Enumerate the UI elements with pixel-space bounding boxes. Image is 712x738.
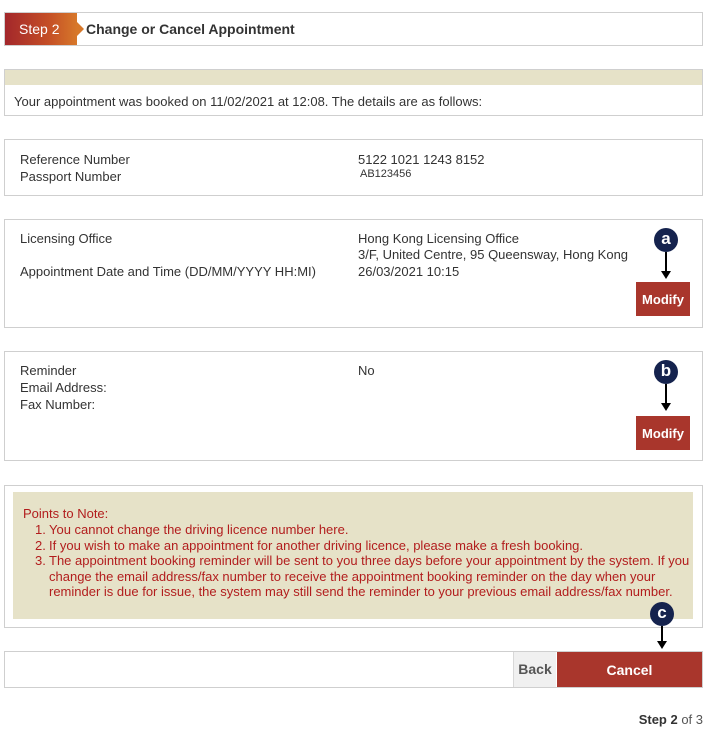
step-progress-current: Step 2 xyxy=(638,712,678,727)
arrow-head-icon xyxy=(661,403,671,411)
notes-panel xyxy=(4,485,703,628)
reminder-label: Reminder xyxy=(20,363,77,378)
step-progress-total: of 3 xyxy=(677,712,703,727)
arrow-down-icon xyxy=(665,252,667,272)
list-item xyxy=(35,553,695,600)
reference-number-label: Reference Number xyxy=(20,152,130,167)
licensing-office-name: Hong Kong Licensing Office xyxy=(358,231,519,246)
notes-title: Points to Note: xyxy=(23,506,109,521)
back-button[interactable]: Back xyxy=(513,652,556,687)
list-number: 2. xyxy=(35,537,46,553)
fax-number-label: Fax Number: xyxy=(20,397,96,412)
step-indicator: Step 2 xyxy=(5,13,77,45)
reminder-value: No xyxy=(358,363,375,378)
appointment-datetime-label: Appointment Date and Time (DD/MM/YYYY HH:MI) xyxy=(20,264,316,279)
reference-panel xyxy=(4,139,703,196)
reference-number-value: 5122 1021 1243 8152 xyxy=(358,152,485,167)
step-header xyxy=(4,12,703,46)
list-item xyxy=(35,538,695,554)
modify-reminder-button[interactable]: Modify xyxy=(636,416,690,450)
note-text: You cannot change the driving licence number here. xyxy=(49,522,349,537)
licensing-office-label: Licensing Office xyxy=(20,231,113,246)
arrow-down-icon xyxy=(665,384,667,404)
notes-box xyxy=(13,492,693,619)
step-arrow-icon xyxy=(77,22,84,36)
annotation-marker-a: a xyxy=(654,228,678,252)
passport-number-value: AB123456 xyxy=(360,168,412,180)
modify-appointment-button[interactable]: Modify xyxy=(636,282,690,316)
step-progress xyxy=(639,712,703,727)
appointment-details-panel xyxy=(4,219,703,328)
list-number: 3. xyxy=(35,553,46,568)
list-item xyxy=(35,522,695,538)
email-address-label: Email Address: xyxy=(20,380,107,395)
notes-list xyxy=(35,522,695,600)
passport-number-label: Passport Number xyxy=(20,169,122,184)
booking-info-text: Your appointment was booked on 11/02/2021 at 12:08. The details are as follows: xyxy=(14,94,483,109)
annotation-marker-c: c xyxy=(650,602,674,626)
annotation-marker-b: b xyxy=(654,360,678,384)
arrow-down-icon xyxy=(661,626,663,642)
action-bar xyxy=(4,651,703,713)
appointment-datetime-value: 26/03/2021 10:15 xyxy=(358,264,460,279)
note-text: If you wish to make an appointment for another driving licence, please make a fresh booking. xyxy=(49,537,584,553)
info-band-header xyxy=(5,70,702,85)
cancel-appointment-button[interactable]: Cancel Appointment xyxy=(557,652,702,687)
list-number: 1. xyxy=(35,522,46,537)
booking-info-panel xyxy=(4,69,703,116)
arrow-head-icon xyxy=(661,271,671,279)
licensing-office-address: 3/F, United Centre, 95 Queensway, Hong Kong xyxy=(358,247,629,262)
reminder-panel xyxy=(4,351,703,461)
arrow-head-icon xyxy=(657,641,667,649)
page-title: Change or Cancel Appointment xyxy=(86,21,295,37)
note-text: The appointment booking reminder will be sent to you three days before your appointment by the system. If you change the email address/fax number to receive the appointment booking reminder on the day when your reminder is due for issue, the system may still send the reminder to your previous email address/fax number. xyxy=(49,553,690,599)
